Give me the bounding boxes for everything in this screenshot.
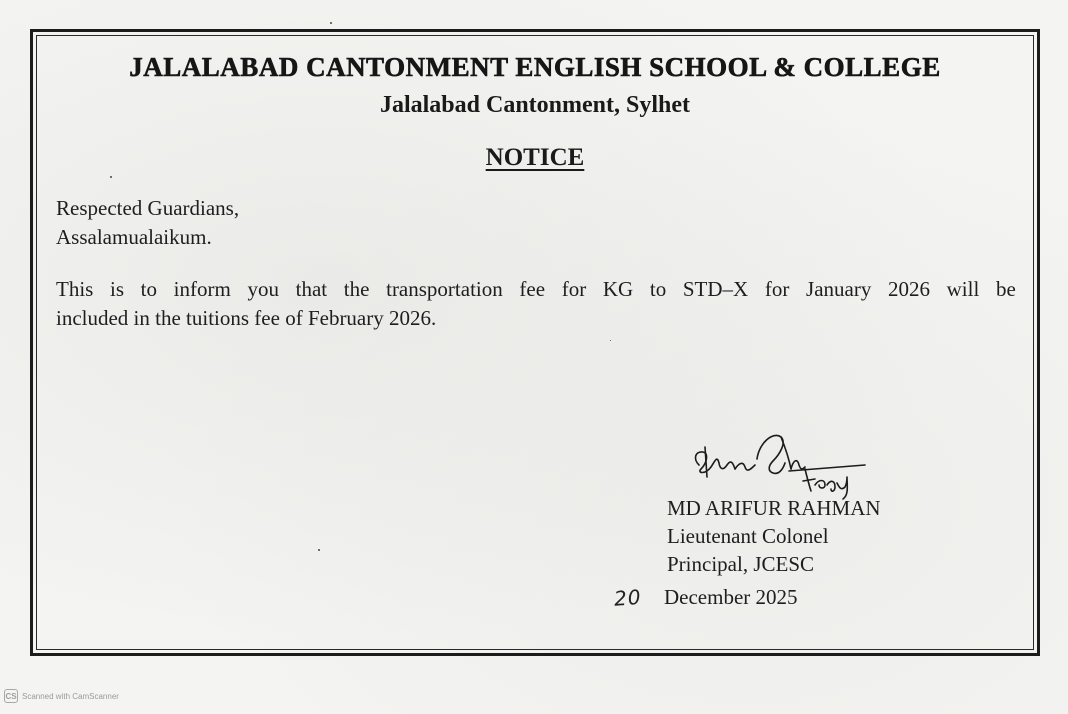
notice-body-word: for <box>561 277 587 301</box>
notice-body <box>56 275 1016 333</box>
notice-title: NOTICE <box>485 144 585 171</box>
scanner-label: Scanned with CamScanner <box>22 691 119 701</box>
inner-border-frame <box>36 35 1034 650</box>
notice-body-word: This <box>56 277 94 301</box>
signatory-rank: Lieutenant Colonel <box>667 524 829 548</box>
camscanner-logo-icon: CS <box>4 689 18 703</box>
notice-body-word: January <box>806 277 872 301</box>
signatory-designation: Principal, JCESC <box>667 552 815 576</box>
notice-body-word: inform <box>173 277 231 301</box>
notice-body-line-1 <box>56 275 1016 304</box>
notice-date <box>614 585 798 610</box>
notice-body-word: to <box>140 277 158 301</box>
notice-body-word: is <box>110 277 125 301</box>
notice-body-word: STD–X <box>682 277 749 301</box>
notice-body-word: KG <box>602 277 634 301</box>
notice-body-word: 2026 <box>887 277 930 301</box>
signatory-block <box>667 494 881 578</box>
salutation-salaam: Assalamualaikum. <box>56 225 212 249</box>
notice-body-word: fee <box>519 277 546 301</box>
school-address: Jalalabad Cantonment, Sylhet <box>379 92 691 118</box>
notice-body-word: that <box>295 277 328 301</box>
salutation-greeting: Respected Guardians, <box>56 196 240 220</box>
notice-body-word: to <box>649 277 667 301</box>
notice-body-word: will <box>946 277 980 301</box>
dust-speck <box>110 176 112 178</box>
notice-body-word: be <box>995 277 1016 301</box>
dust-speck <box>318 549 320 551</box>
handwritten-signature <box>685 425 870 500</box>
notice-body-word: you <box>247 277 279 301</box>
handwritten-date-day: 20 <box>613 584 643 611</box>
school-name: JALALABAD CANTONMENT ENGLISH SCHOOL & COLLEGE <box>129 52 941 82</box>
date-month-year: December 2025 <box>664 585 798 609</box>
notice-body-word: transportation <box>386 277 503 301</box>
salutation-block <box>56 194 239 252</box>
notice-body-line-2: included in the tuitions fee of February 2026. <box>56 306 437 330</box>
scanner-watermark <box>4 689 119 703</box>
dust-speck <box>610 340 611 341</box>
dust-speck <box>330 22 332 24</box>
notice-body-word: for <box>764 277 790 301</box>
notice-body-word: the <box>343 277 370 301</box>
signatory-name: MD ARIFUR RAHMAN <box>667 496 881 520</box>
